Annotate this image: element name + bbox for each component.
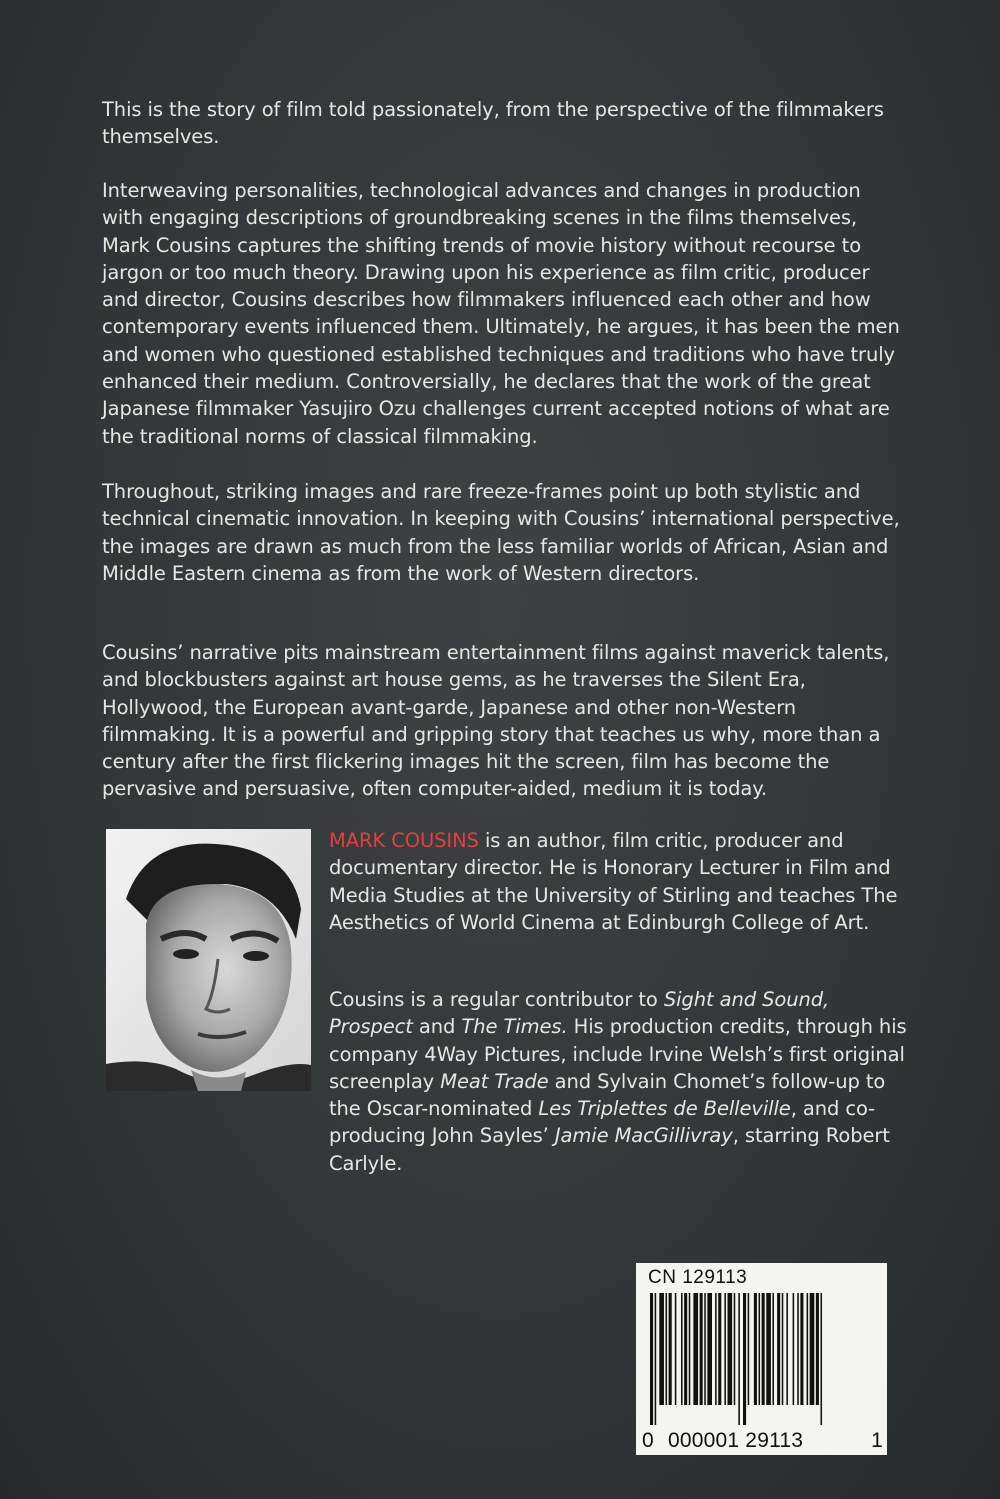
barcode-bar [766, 1293, 771, 1405]
barcode-bar [797, 1293, 799, 1405]
barcode-bar [762, 1293, 765, 1405]
barcode-bar [689, 1293, 691, 1405]
barcode-bar [715, 1293, 717, 1405]
barcode-bar [777, 1293, 780, 1405]
catalog-number: CN 129113 [648, 1267, 748, 1288]
barcode-bar [681, 1293, 683, 1405]
barcode-bar [700, 1293, 703, 1405]
barcode-digit-last: 1 [871, 1429, 883, 1452]
barcode-bar [738, 1293, 740, 1425]
film-title: Les Triplettes de Belleville [538, 1097, 791, 1121]
barcode-bar [816, 1293, 819, 1405]
barcode-digits [636, 1429, 887, 1453]
barcode-bar [655, 1293, 657, 1425]
blurb-paragraph-4: Cousins’ narrative pits mainstream entertainment films against maverick talents, and blockbusters against art house gems, as he traverses the Silent Era, Hollywood, the European avant-garde, Japanese and other non-Western filmmaking. It is a powerful and gripping story that teaches us why, more than a century after the first flickering images hit the screen, film has become the pervasive and persuasive, often computer-aided, medium it is today. [102, 641, 890, 801]
blurb-paragraph-3: Throughout, striking images and rare freeze-frames point up both stylistic and technical cinematic innovation. In keeping with Cousins’ international perspective, the images are drawn as much from the less familiar worlds of African, Asian and Middle Eastern cinema as from the work of Western directors. [102, 480, 900, 585]
bio-text: , and co-producing John Sayles’ [329, 1097, 876, 1148]
film-title: Jamie MacGillivray [554, 1124, 733, 1148]
barcode-bar [659, 1293, 664, 1405]
barcode-bar [724, 1293, 726, 1405]
barcode-bar [759, 1293, 761, 1405]
film-title: Meat Trade [440, 1069, 549, 1093]
author-name: MARK COUSINS [329, 829, 479, 852]
author-bio-paragraph-2 [329, 986, 909, 1177]
barcode-icon [640, 1293, 883, 1433]
bio-text: Cousins is a regular contributor to [329, 988, 664, 1011]
barcode-bar [684, 1293, 687, 1405]
author-photo [106, 829, 311, 1091]
barcode-bar [772, 1293, 774, 1405]
barcode-bar [728, 1293, 733, 1405]
barcode-digit-first: 0 [642, 1429, 654, 1452]
publication-title: The Times. [461, 1015, 568, 1039]
barcode-bar [800, 1293, 803, 1405]
blurb-paragraph-2: Interweaving personalities, technological advances and changes in production with engaging descriptions of groundbreaking scenes in the films themselves, Mark Cousins captures the shifting trends of movie history without recourse to jargon or too much theory. Drawing upon his experience as film critic, producer and director, Cousins describes how filmmakers influenced each other and how contemporary events influenced them. Ultimately, he argues, it has been the men and women who questioned established techniques and traditions who have truly enhanced their medium. Controversially, he declares that the work of the great Japanese filmmaker Yasujiro Ozu challenges current accepted notions of what are the traditional norms of classical filmmaking. [102, 179, 900, 448]
barcode-bar [754, 1293, 757, 1405]
barcode-bar [650, 1293, 653, 1425]
barcode-bar [793, 1293, 795, 1405]
barcode-bar [810, 1293, 815, 1405]
barcode-bar [669, 1293, 672, 1405]
author-bio-text: is an author, film critic, producer and documentary director. He is Honorary Lecturer in Film and Media Studies at the University of Stirling and teaches The Aesthetics of World Cinema at Edinburgh College of Art. [329, 829, 898, 934]
author-portrait-image [106, 829, 311, 1091]
barcode-bar [704, 1293, 706, 1405]
barcode-bar [786, 1293, 788, 1405]
barcode-bar [666, 1293, 668, 1405]
author-bio-paragraph-1 [329, 827, 909, 936]
bio-text: and Sylvain Chomet’s follow-up to the Oscar-nominated [329, 1069, 886, 1121]
barcode-bar [718, 1293, 721, 1405]
bio-text: His production credits, through his company 4Way Pictures, include Irvine Welsh’s first original screenplay [329, 1015, 907, 1093]
barcode-bar [743, 1293, 746, 1425]
barcode-bar [748, 1293, 750, 1405]
barcode-bar [734, 1293, 736, 1405]
barcode-bar [821, 1293, 823, 1425]
publication-title: Prospect [329, 1015, 413, 1039]
barcode-sticker [636, 1263, 887, 1455]
bio-text: , starring Robert Carlyle. [329, 1124, 890, 1175]
blurb-paragraph-1: This is the story of film told passionately, from the perspective of the filmmakers themselves. [102, 98, 884, 149]
barcode-bar [675, 1293, 677, 1405]
barcode-digits-middle: 000001 29113 [668, 1429, 804, 1452]
barcode-bar [693, 1293, 698, 1405]
barcode-bar [782, 1293, 784, 1405]
publication-title: Sight and Sound, [663, 988, 830, 1011]
barcode-bar [707, 1293, 712, 1405]
barcode-bar [807, 1293, 809, 1405]
bio-text: and [412, 1015, 462, 1039]
